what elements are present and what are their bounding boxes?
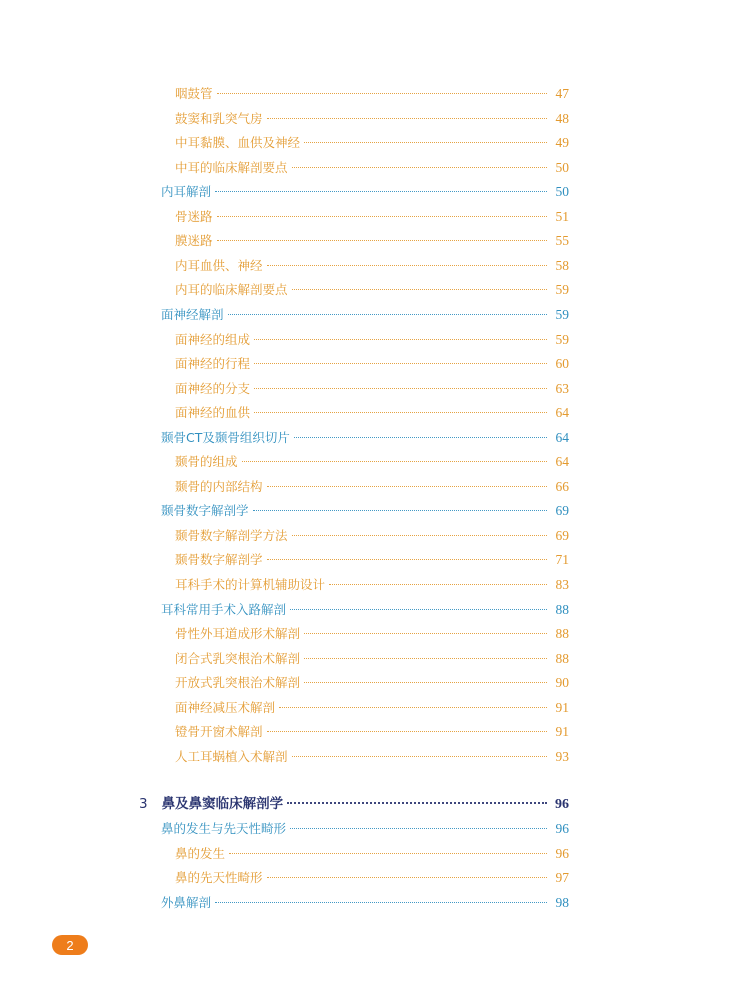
toc-entry-label: 颞骨的组成: [175, 454, 238, 470]
toc-entry-label: 面神经的组成: [175, 331, 251, 347]
toc-page-number: 88: [555, 626, 569, 642]
toc-subsection-entry[interactable]: [175, 86, 569, 102]
dot-leader: [229, 853, 547, 854]
toc-page-number: 91: [555, 699, 569, 715]
toc-page-number: 98: [555, 894, 569, 910]
toc-section-entry[interactable]: [161, 821, 569, 837]
toc-page-number: 83: [555, 577, 569, 592]
toc-entry-label: 鼓窦和乳突气房: [175, 110, 263, 126]
toc-subsection-entry[interactable]: [175, 209, 569, 225]
dot-leader: [294, 437, 547, 438]
page-number-badge: 2: [52, 935, 88, 955]
toc-entry-label: 咽鼓管: [175, 86, 213, 101]
dot-leader: [304, 633, 547, 634]
toc-entry-label: 膜迷路: [175, 233, 213, 249]
toc-subsection-entry[interactable]: [175, 528, 569, 544]
toc-page-number: 69: [555, 503, 569, 519]
toc-page-number: 49: [555, 135, 569, 151]
toc-page-number: 96: [555, 845, 569, 861]
toc-entry-label: 鼻的发生与先天性畸形: [161, 820, 287, 836]
chapter-number: 3: [139, 796, 148, 813]
toc-subsection-entry[interactable]: [175, 479, 569, 495]
dot-leader: [292, 289, 547, 290]
toc-subsection-entry[interactable]: [175, 233, 569, 249]
toc-entry-label: 内耳解剖: [161, 184, 212, 200]
dot-leader: [254, 339, 547, 340]
toc-entry-label: 外鼻解剖: [161, 894, 212, 910]
dot-leader: [279, 707, 547, 708]
dot-leader: [254, 363, 547, 364]
toc-subsection-entry[interactable]: [175, 332, 569, 348]
toc-subsection-entry[interactable]: [175, 160, 569, 176]
toc-entry-label: 颞骨的内部结构: [175, 478, 263, 494]
toc-subsection-entry[interactable]: [175, 552, 569, 568]
toc-subsection-entry[interactable]: [175, 454, 569, 470]
toc-subsection-entry[interactable]: [175, 626, 569, 642]
toc-entry-label: 内耳的临床解剖要点: [175, 282, 288, 298]
dot-leader: [217, 240, 547, 241]
dot-leader: [292, 167, 547, 168]
toc-subsection-entry[interactable]: [175, 870, 569, 886]
dot-leader: [267, 118, 547, 119]
toc-page-number: 88: [555, 650, 569, 666]
dot-leader: [267, 877, 547, 878]
toc-page-number: 58: [555, 257, 569, 273]
toc-section-entry[interactable]: [161, 503, 569, 519]
toc-page-number: 88: [555, 601, 569, 617]
toc-entry-label: 面神经减压术解剖: [175, 699, 276, 715]
toc-page-number: 90: [555, 675, 569, 691]
toc-chapter-entry[interactable]: [139, 796, 569, 813]
toc-entry-label: 内耳血供、神经: [175, 257, 263, 273]
dot-leader: [267, 486, 547, 487]
toc-entry-label: 骨性外耳道成形术解剖: [175, 626, 301, 642]
toc-entry-label: 人工耳蜗植入术解剖: [175, 748, 288, 764]
dot-leader: [304, 658, 547, 659]
toc-entry-label: 耳科常用手术入路解剖: [161, 601, 287, 617]
dot-leader: [290, 828, 547, 829]
dot-leader: [267, 265, 547, 266]
dot-leader: [253, 510, 547, 511]
toc-page-number: 64: [555, 405, 569, 421]
toc-entry-label: 面神经的血供: [175, 405, 251, 421]
toc-page-number: 93: [555, 748, 569, 764]
toc-section-entry[interactable]: [161, 895, 569, 911]
toc-subsection-entry[interactable]: [175, 700, 569, 716]
toc-entry-label: 闭合式乳突根治术解剖: [175, 650, 301, 666]
toc-page-number: 59: [555, 331, 569, 347]
toc-entry-label: 面神经解剖: [161, 306, 224, 322]
dot-leader: [215, 902, 547, 903]
toc-subsection-entry[interactable]: [175, 675, 569, 691]
toc-section-entry[interactable]: [161, 602, 569, 618]
toc-page-number: 55: [555, 233, 569, 249]
toc-subsection-entry[interactable]: [175, 135, 569, 151]
toc-subsection-entry[interactable]: [175, 846, 569, 862]
toc-page-number: 59: [555, 282, 569, 298]
toc-entry-label: 面神经的行程: [175, 356, 251, 372]
dot-leader: [290, 609, 547, 610]
toc-page-number: 59: [555, 306, 569, 322]
toc-entry-label: 颞骨数字解剖学: [175, 552, 263, 568]
dot-leader: [217, 216, 547, 217]
toc-entry-label: 开放式乳突根治术解剖: [175, 675, 301, 691]
toc-subsection-entry[interactable]: [175, 356, 569, 372]
toc-page-number: 66: [555, 478, 569, 494]
dot-leader: [292, 756, 547, 757]
toc-subsection-entry[interactable]: [175, 651, 569, 667]
toc-page-number: 47: [555, 86, 569, 101]
dot-leader: [254, 412, 547, 413]
toc-subsection-entry[interactable]: [175, 749, 569, 765]
dot-leader: [215, 191, 547, 192]
dot-leader: [254, 388, 547, 389]
toc-subsection-entry[interactable]: [175, 111, 569, 127]
toc-entry-label: 中耳的临床解剖要点: [175, 159, 288, 175]
toc-page-number: 63: [555, 380, 569, 396]
toc-subsection-entry[interactable]: [175, 405, 569, 421]
toc-subsection-entry[interactable]: [175, 724, 569, 740]
toc-entry-label: 鼻及鼻窦临床解剖学: [161, 796, 284, 813]
toc-entry-label: 镫骨开窗术解剖: [175, 724, 263, 740]
toc-page-number: 71: [555, 552, 569, 568]
dot-leader: [217, 93, 547, 94]
toc-section-entry[interactable]: [161, 184, 569, 200]
toc-entry-label: 颞骨数字解剖学: [161, 503, 249, 519]
toc-subsection-entry[interactable]: [175, 282, 569, 298]
toc-page-number: 60: [555, 356, 569, 372]
dot-leader: [304, 682, 547, 683]
dot-leader: [287, 802, 547, 804]
toc-page-number: 91: [555, 724, 569, 740]
toc-subsection-entry[interactable]: [175, 381, 569, 397]
toc-page-number: 97: [555, 870, 569, 886]
toc-page-number: 96: [555, 820, 569, 836]
toc-page-number: 51: [555, 208, 569, 224]
toc-section-entry[interactable]: [161, 430, 569, 446]
dot-leader: [329, 584, 547, 585]
dot-leader: [242, 461, 547, 462]
dot-leader: [267, 731, 547, 732]
toc-page-number: 64: [555, 454, 569, 470]
toc-subsection-entry[interactable]: [175, 258, 569, 274]
toc-page-number: 48: [555, 110, 569, 126]
toc-page-number: 96: [555, 797, 569, 813]
dot-leader: [292, 535, 547, 536]
toc-page-number: 69: [555, 527, 569, 543]
toc-section-entry[interactable]: [161, 307, 569, 323]
toc-page-number: 50: [555, 184, 569, 200]
toc-subsection-entry[interactable]: [175, 577, 569, 593]
toc-entry-label: 鼻的发生: [175, 845, 226, 861]
dot-leader: [267, 559, 547, 560]
toc-entry-label: 鼻的先天性畸形: [175, 870, 263, 886]
toc-entry-label: 面神经的分支: [175, 380, 251, 396]
toc-entry-label: 耳科手术的计算机辅助设计: [175, 577, 326, 592]
toc-entry-label: 骨迷路: [175, 208, 213, 224]
toc-entry-label: 颞骨CT及颞骨组织切片: [161, 429, 290, 445]
dot-leader: [304, 142, 547, 143]
dot-leader: [228, 314, 547, 315]
toc-entry-label: 中耳黏膜、血供及神经: [175, 135, 301, 151]
toc-page-number: 64: [555, 429, 569, 445]
toc-page-number: 50: [555, 159, 569, 175]
toc-entry-label: 颞骨数字解剖学方法: [175, 527, 288, 543]
